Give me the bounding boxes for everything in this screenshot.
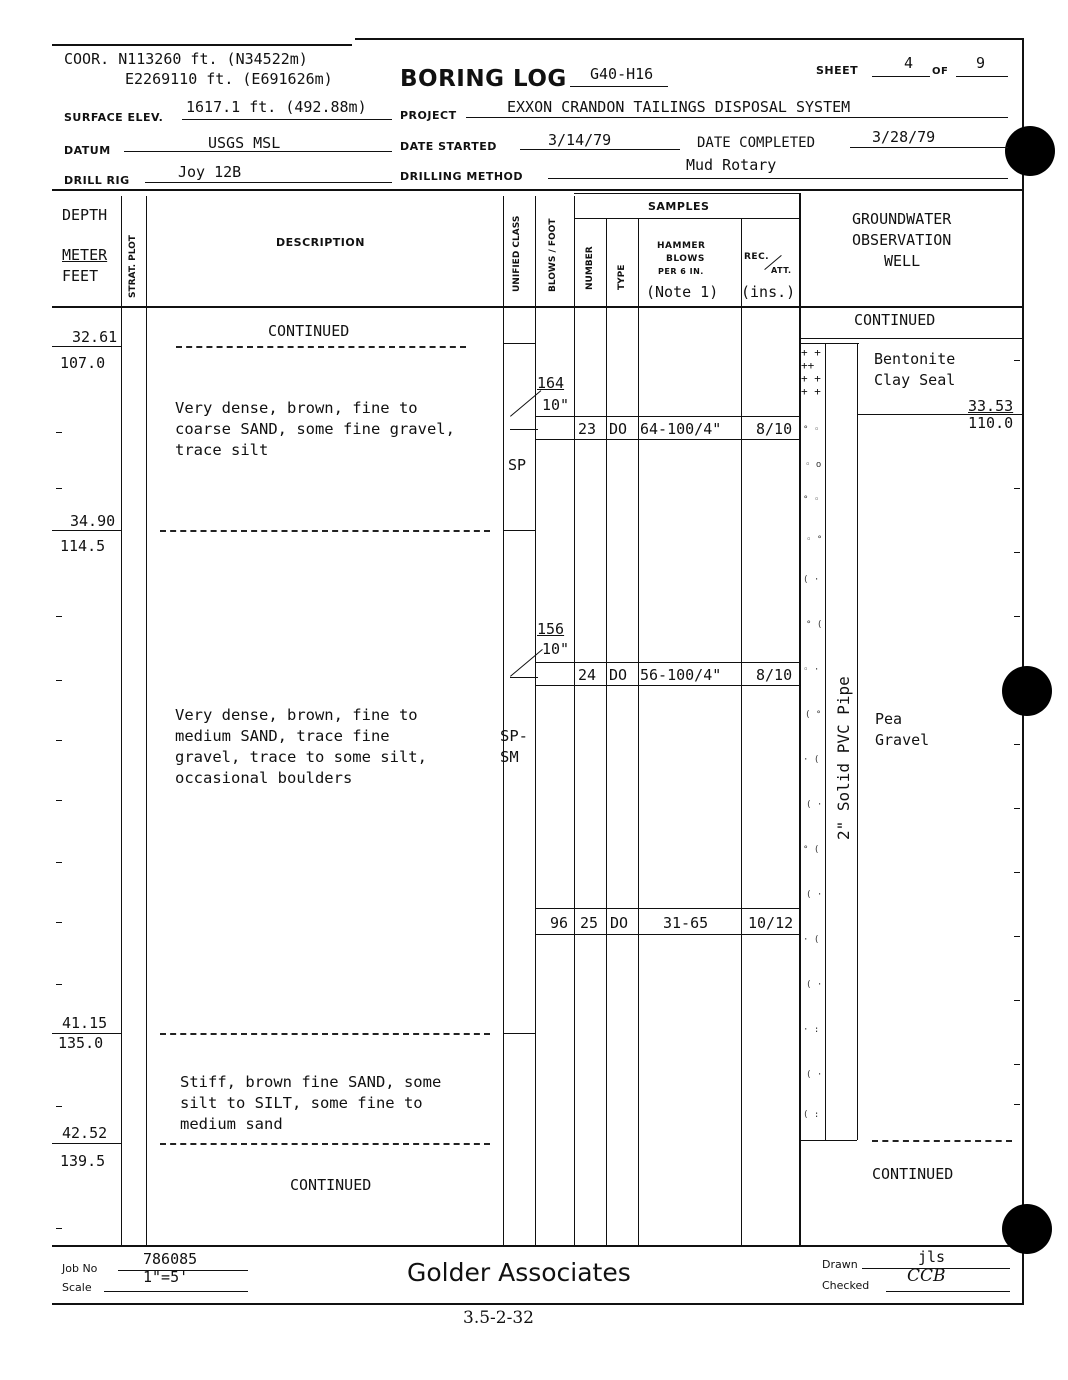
depth-meter-2: 34.90 xyxy=(70,512,116,530)
meter-header: METER xyxy=(62,246,108,264)
job-number: 786085 xyxy=(143,1250,198,1268)
pea-gravel-1: Pea xyxy=(875,710,903,728)
sample-3-blows-top: 96 xyxy=(550,914,569,932)
depth-feet-4: 139.5 xyxy=(60,1152,106,1170)
sample-2-hammer: 56-100/4" xyxy=(640,666,722,684)
drilling-method: Mud Rotary xyxy=(686,156,777,174)
rec-header: REC. xyxy=(744,252,770,262)
hammer-note: (Note 1) xyxy=(646,283,719,301)
pvc-pipe-label: 2" Solid PVC Pipe xyxy=(834,676,853,840)
sample-3-type: DO xyxy=(610,914,629,932)
continued-bottom: CONTINUED xyxy=(290,1176,372,1194)
continued-top: CONTINUED xyxy=(268,322,350,340)
gw-header-2: OBSERVATION xyxy=(852,231,952,249)
hammer-header-2: BLOWS xyxy=(666,254,705,264)
att-header: ATT. xyxy=(771,266,792,275)
punch-hole-middle xyxy=(1002,666,1052,716)
drilling-method-label: DRILLING METHOD xyxy=(400,170,524,183)
pvc-pipe-right-wall xyxy=(857,343,858,1140)
seal-feet: 110.0 xyxy=(968,414,1014,432)
sheet-label: SHEET xyxy=(816,64,859,77)
depth-feet-3: 135.0 xyxy=(58,1034,104,1052)
surface-elev-label: SURFACE ELEV. xyxy=(64,111,164,124)
document-title: BORING LOG xyxy=(400,66,567,92)
depth-feet-1: 107.0 xyxy=(60,354,106,372)
of-label: OF xyxy=(932,66,949,77)
well-continued-top: CONTINUED xyxy=(854,311,936,329)
job-label: Job No xyxy=(62,1262,98,1275)
surface-elev: 1617.1 ft. (492.88m) xyxy=(186,98,367,116)
number-header: NUMBER xyxy=(585,246,595,290)
boring-id: G40-H16 xyxy=(590,65,654,83)
drawn: jls xyxy=(918,1248,946,1266)
company-name: Golder Associates xyxy=(407,1258,631,1287)
hammer-header-3: PER 6 IN. xyxy=(658,267,704,276)
sample-1-hammer: 64-100/4" xyxy=(640,420,722,438)
well-continued-bottom: CONTINUED xyxy=(872,1165,954,1183)
coor-north: N113260 ft. (N34522m) xyxy=(118,50,308,68)
checked-initials: CCB xyxy=(907,1266,946,1286)
drill-rig: Joy 12B xyxy=(178,163,242,181)
sheet-number: 4 xyxy=(904,54,914,72)
column-header-bottom-rule xyxy=(52,306,1024,308)
depth-meter-1: 32.61 xyxy=(72,328,118,346)
date-completed-label: DATE COMPLETED xyxy=(697,135,816,151)
type-header: TYPE xyxy=(617,264,627,290)
sample-2-blows-top: 156 xyxy=(537,620,565,638)
stratum-2-class: SP- SM xyxy=(500,727,528,766)
sample-3-rec: 10/12 xyxy=(748,914,794,932)
depth-feet-2: 114.5 xyxy=(60,537,106,555)
description-header: DESCRIPTION xyxy=(276,236,365,249)
bentonite-1: Bentonite xyxy=(874,350,956,368)
sample-1-type: DO xyxy=(609,420,628,438)
stratum-3-description: Stiff, brown fine SAND, some silt to SILT, some fine to medium sand xyxy=(180,1073,442,1133)
stratum-1-description: Very dense, brown, fine to coarse SAND, some fine gravel, trace silt xyxy=(175,399,455,459)
sample-1-blows-top: 164 xyxy=(537,374,565,392)
hammer-header-1: HAMMER xyxy=(657,241,706,251)
pvc-pipe-left-wall xyxy=(825,343,826,1140)
scale-label: Scale xyxy=(62,1281,92,1294)
ins-header: (ins.) xyxy=(741,283,796,301)
sample-3-number: 25 xyxy=(580,914,599,932)
date-started: 3/14/79 xyxy=(548,131,612,149)
date-started-label: DATE STARTED xyxy=(400,140,497,153)
bentonite-2: Clay Seal xyxy=(874,371,956,389)
depth-meter-4: 42.52 xyxy=(62,1124,108,1142)
frame-top xyxy=(355,38,1023,40)
project: EXXON CRANDON TAILINGS DISPOSAL SYSTEM xyxy=(507,98,851,116)
scale: 1"=5' xyxy=(143,1268,189,1286)
header-bottom-rule xyxy=(52,189,1024,191)
project-label: PROJECT xyxy=(400,109,457,122)
bentonite-symbols: + + ++ + + + + xyxy=(801,346,821,398)
depth-meter-3: 41.15 xyxy=(62,1014,108,1032)
sample-2-blows-bottom: 10" xyxy=(542,640,570,658)
stratum-2-description: Very dense, brown, fine to medium SAND, trace fine gravel, trace to some silt, occasional boulders xyxy=(175,706,427,787)
sheet-total: 9 xyxy=(976,54,986,72)
sample-2-number: 24 xyxy=(578,666,597,684)
drill-rig-label: DRILL RIG xyxy=(64,174,130,187)
frame-top-left xyxy=(52,44,352,46)
checked-label: Checked xyxy=(822,1279,870,1292)
sample-1-number: 23 xyxy=(578,420,597,438)
strat-plot-header: STRAT. PLOT xyxy=(128,235,138,298)
stratum-1-class: SP xyxy=(508,456,527,474)
pea-gravel-2: Gravel xyxy=(875,731,930,749)
samples-header: SAMPLES xyxy=(648,200,710,213)
sample-2-type: DO xyxy=(609,666,628,684)
feet-header: FEET xyxy=(62,267,99,285)
coor-label: COOR. xyxy=(64,50,110,68)
sample-1-rec: 8/10 xyxy=(756,420,793,438)
punch-hole-bottom xyxy=(1002,1204,1052,1254)
coor-east: E2269110 ft. (E691626m) xyxy=(125,70,333,88)
gw-header-1: GROUNDWATER xyxy=(852,210,952,228)
seal-meter: 33.53 xyxy=(968,397,1014,415)
unified-class-header: UNIFIED CLASS xyxy=(512,215,522,292)
date-completed: 3/28/79 xyxy=(872,128,936,146)
depth-header: DEPTH xyxy=(62,206,108,224)
drawn-label: Drawn xyxy=(822,1258,858,1271)
datum: USGS MSL xyxy=(208,134,281,152)
sample-2-rec: 8/10 xyxy=(756,666,793,684)
header xyxy=(64,50,308,68)
sample-1-blows-bottom: 10" xyxy=(542,396,570,414)
gw-header-3: WELL xyxy=(884,252,921,270)
punch-hole-top xyxy=(1005,126,1055,176)
frame-bottom xyxy=(52,1303,1024,1305)
blows-foot-header: BLOWS / FOOT xyxy=(548,218,558,292)
sample-3-hammer: 31-65 xyxy=(663,914,709,932)
datum-label: DATUM xyxy=(64,144,111,157)
page-number: 3.5-2-32 xyxy=(463,1308,534,1328)
table-bottom-rule xyxy=(52,1245,1024,1247)
